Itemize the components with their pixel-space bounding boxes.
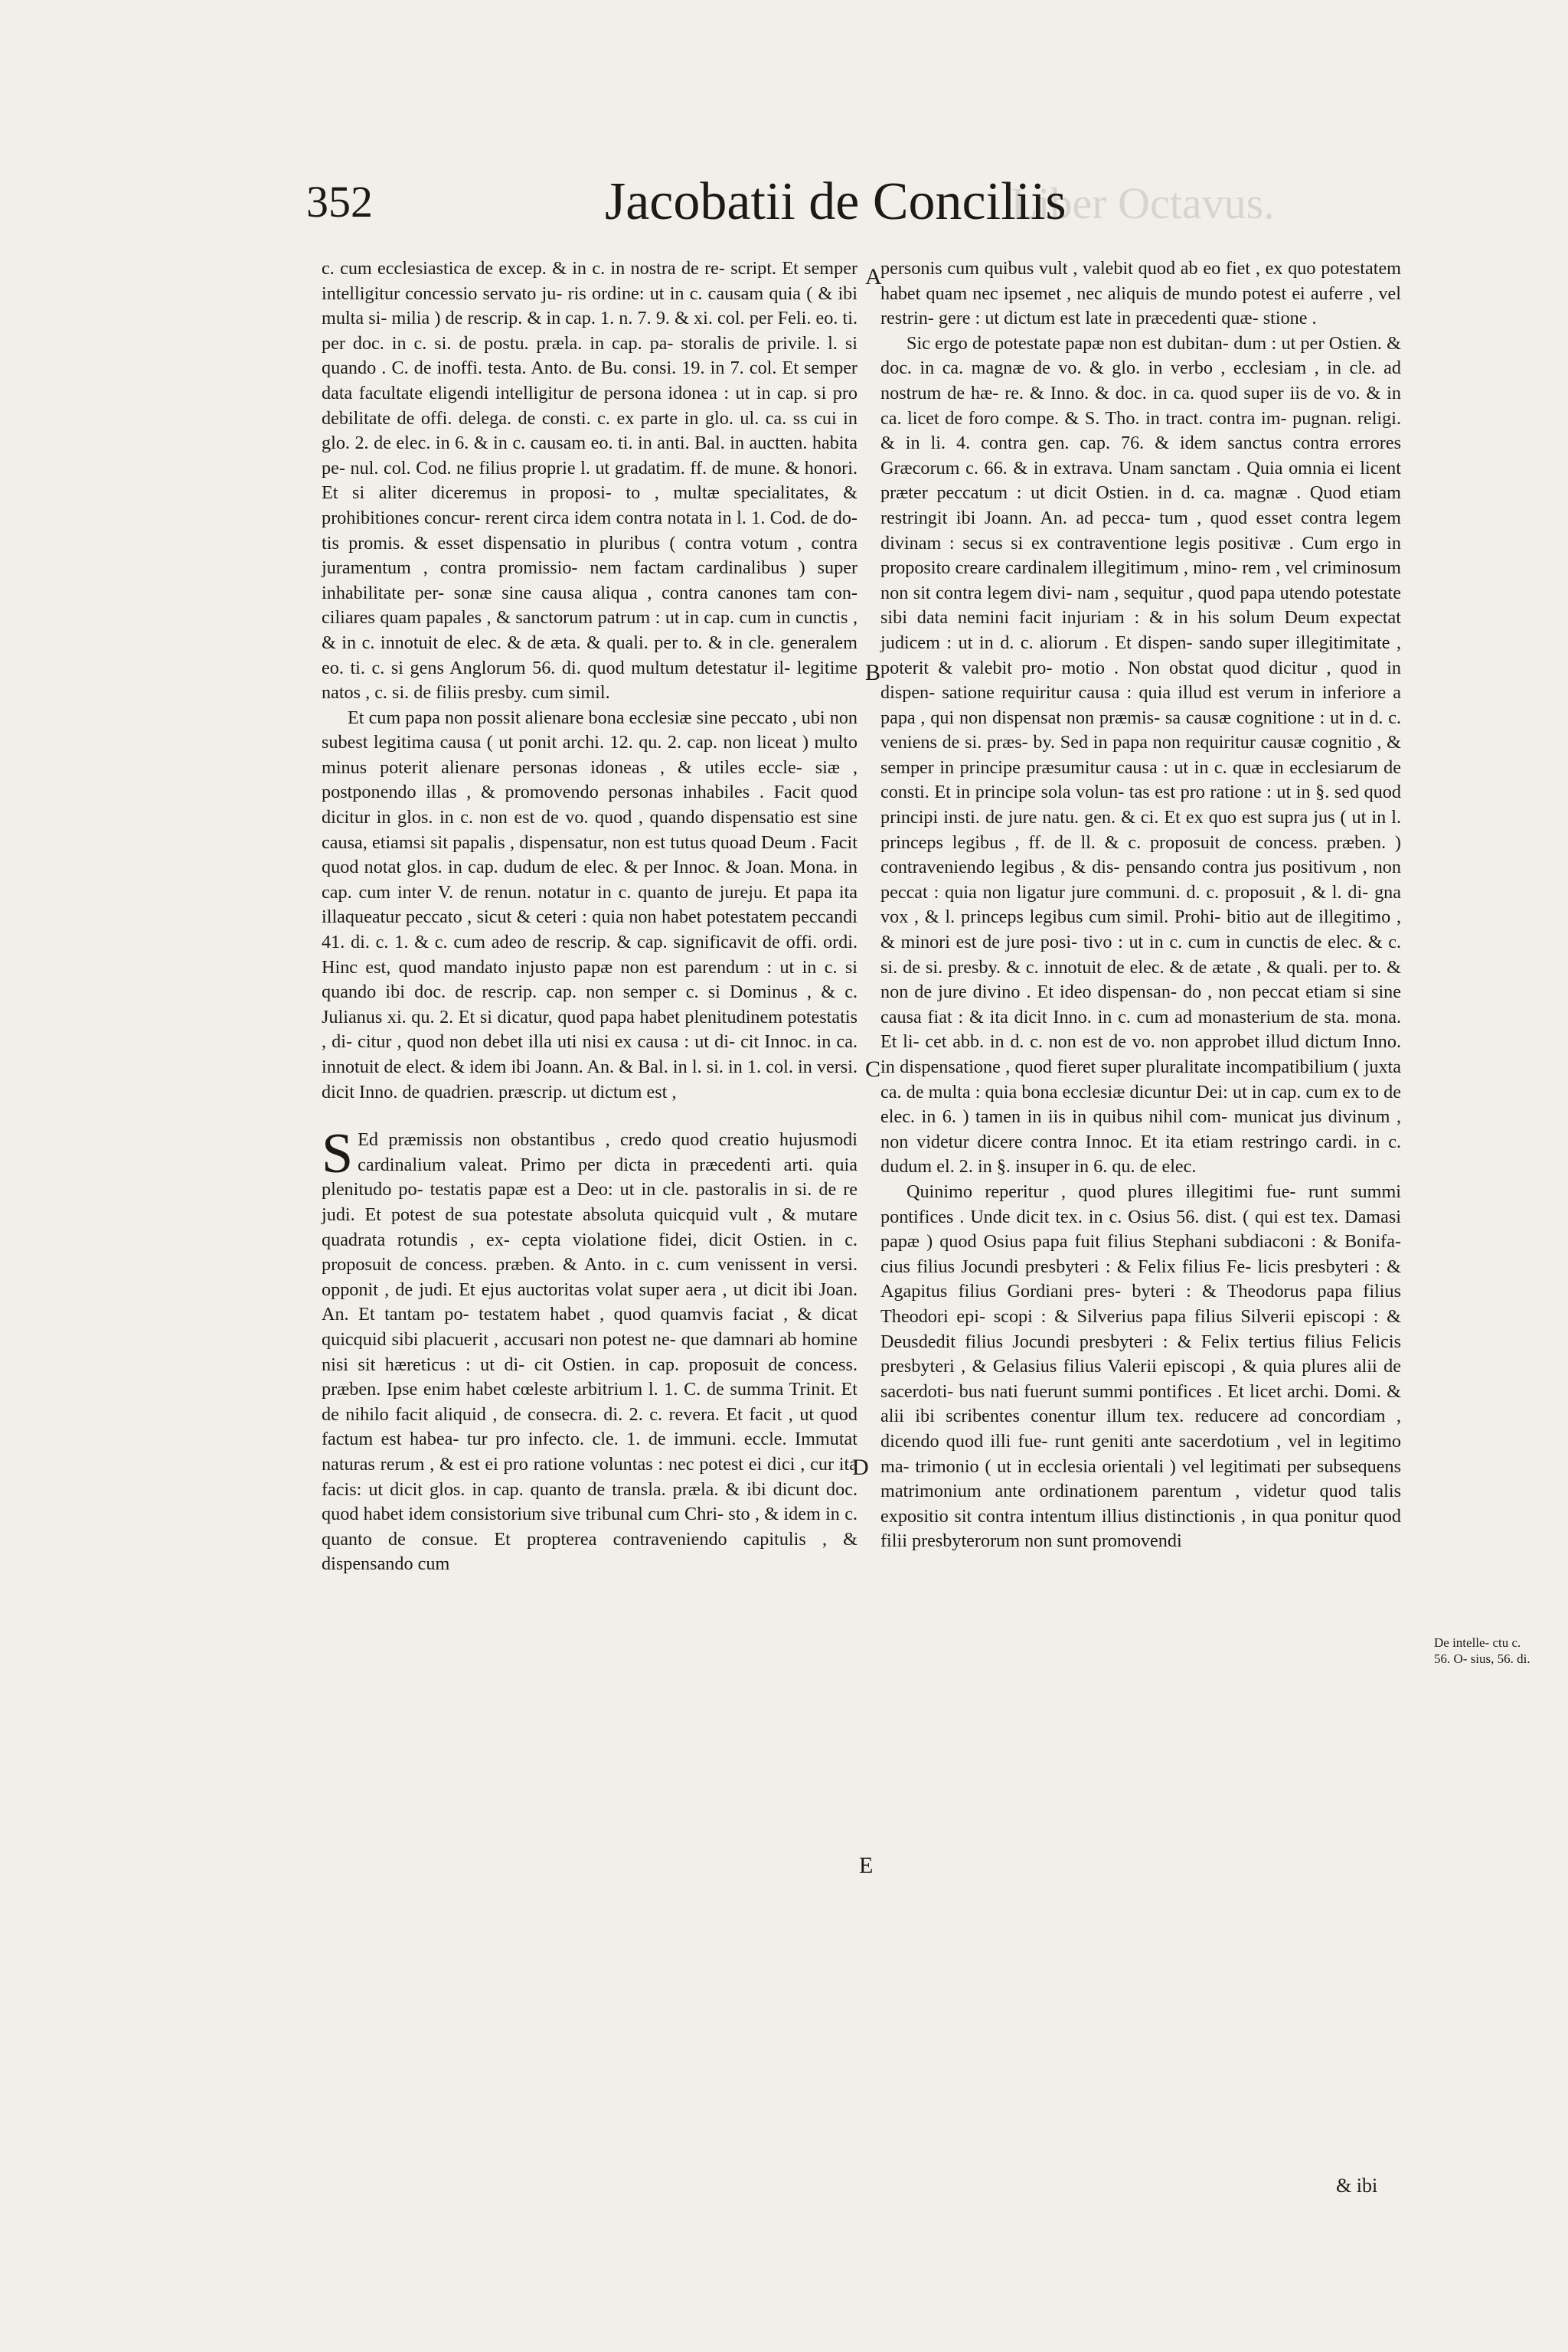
section-gap: [322, 1105, 858, 1128]
page-header: [306, 172, 1302, 245]
gutter-letter-e: E: [859, 1853, 874, 1878]
gutter-letter-c: C: [865, 1057, 881, 1082]
catch-word: & ibi: [1336, 2174, 1378, 2197]
marginal-note: De intelle- ctu c. 56. O- sius, 56. di.: [1434, 1635, 1530, 1666]
page-number: 352: [306, 177, 373, 227]
gutter-letter-a: A: [865, 264, 882, 289]
left-paragraph-2: Et cum papa non possit alienare bona ecclesiæ sine peccato , ubi non subest legitima causa ( ut ponit archi. 12. qu. 2. cap. non liceat ) multo minus poterit alienare personas idoneas , & utiles eccle- siæ , postponendo illas , & promovendo personas inhabiles . Facit quod dicitur in glos. in c. non est de vo. quod , quando dispensatio est sine causa, etiamsi sit papalis , dispensatur, non est tutus quoad Deum . Facit quod notat glos. in cap. dudum de elec. & per Innoc. & Joan. Mona. in cap. cum inter V. de renun. notatur in c. quanto de jureju. Et papa ita illaqueatur peccato , sicut & ceteri : quia non habet potestatem peccandi 41. di. c. 1. & c. cum adeo de rescrip. & cap. significavit de offi. ordi. Hinc est, quod mandato injusto papæ non est parendum : ut in c. si quando ibi doc. de rescrip. cap. non semper c. si Dominus , & c. Julianus xi. qu. 2. Et si dicatur, quod papa habet plenitudinem potestatis , di- citur , quod non debet illa uti nisi ex causa : ut di- cit Innoc. in ca. innotuit de elect. & idem ibi Joann. An. & Bal. in l. si. in 1. col. in versi. dicit Inno. de quadrien. præscrip. ut dictum est ,: [322, 707, 858, 1102]
right-paragraph-2: Sic ergo de potestate papæ non est dubitan- dum : ut per Ostien. & doc. in ca. magnæ de vo. & glo. in verbo , ecclesiam , in cle. ad nostrum de hæ- re. & Inno. & doc. in ca. quod super iis de vo. & in ca. licet de foro compe. & S. Tho. in tract. contra im- pugnan. religi. & in li. 4. contra gen. cap. 76. & idem sanctus contra errores Græcorum c. 66. & in extrava. Unam sanctam . Quia omnia ei licent præter peccatum : ut dicit Ostien. in d. ca. magnæ . Quod etiam restringit ibi Joann. An. ad pecca- tum , quod esset contra legem divinam : secus si ex contraventione legis positivæ . Cum ergo in proposito creare cardinalem illegitimum , mino- rem , vel criminosum non sit contra legem divi- nam , sequitur , quod papa utendo potestate sibi data nemini facit injuriam : & in his solum Deum expectat judicem : ut in d. c. aliorum . Et dispen- sando super illegitimitate , poterit & valebit pro- motio . Non obstat quod dicitur , quod in dispen- satione requiritur causa : quia illud est verum in inferiore a papa , qui non dispensat non præmis- sa causæ cognitione : ut in d. c. veniens de si. præs- by. Sed in papa non requiritur causæ cognitio , & semper in principe præsumitur causa : ut in c. quæ in ecclesiarum de consti. Et in principe sola volun- tas est pro ratione : ut in §. sed quod principi insti. de jure natu. gen. & ci. Et ex quo est supra jus ( ut in l. princeps legibus , ff. de ll. & c. proposuit de concess. præben. ) contraveniendo legibus , & dis- pensando contra jus positivum , non peccat : quia non ligatur jure communi. d. c. proposuit , & l. di- gna vox , & l. princeps legibus cum simil. Prohi- bitio aut de illegitimo , & minori est de jure posi- tivo : ut in c. cum in cunctis de elec. & c. si. de si. presby. & c. innotuit de elec. & de ætate , & quali. per to. & non de jure divino . Et ideo dispensan- do , non peccat etiam si sine causa fiat : & ita dicit Inno. in c. cum ad monasterium de sta. mona. Et li- cet abb. in d. c. non est de vo. non approbet illud dictum Inno. in dispensatione , quod fieret super pluralitate incompatibilium ( juxta ca. de multa : quia bona ecclesiæ dicuntur Dei: ut in cap. cum ex to de elec. in 6. ) tamen in iis in quibus nihil com- municat jus divinum , non videtur dicere contra Innoc. Et ita etiam restringo cardi. in c. dudum el. 2. in §. insuper in 6. qu. de elec.: [880, 332, 1401, 1178]
right-column: [880, 256, 1401, 1554]
gutter-letter-b: B: [865, 660, 881, 685]
left-paragraph-3-text: Ed præmissis non obstantibus , credo quod creatio hujusmodi cardinalium valeat. Primo per dicta in præcedenti arti. quia plenitudo po- testatis papæ est a Deo: ut in cle. pastoralis in si. de re judi. Et potest de sua potestate absoluta quicquid vult , & mutare quadrata rotundis , ex- cepta violatione fidei, dicit Ostien. in c. proposuit de concess. præben. & Anto. in c. cum venissent in versi. opponit , de judi. Et ejus auctoritas volat super aera , ut dicit ibi Joan. An. Et tantam po- testatem habet , quod quamvis faciat , & dicat quicquid sibi placuerit , accusari non potest ne- que damnari ab homine nisi sit hæreticus : ut di- cit Ostien. in cap. proposuit de concess. præben. Ipse enim habet cœleste arbitrium l. 1. C. de summa Trinit. Et de nihilo facit aliquid , de consecra. di. 2. c. revera. Et facit , ut quod factum est habea- tur pro infecto. cle. 1. de immuni. eccle. Immutat naturas rerum , & est ei pro ratione voluntas : nec potest ei dici , cur ita facis: ut dicit glos. in cap. quanto de transla. præla. & ibi dicunt doc. quod habet idem consistorium sive tribunal cum Chri- sto , & idem in c. quanto de consue. Et propterea contraveniendo capitulis , & dispensando cum: [322, 1129, 858, 1575]
left-column: [322, 256, 858, 1577]
drop-cap-initial: S: [322, 1122, 354, 1186]
left-paragraph-3: [322, 1122, 858, 1577]
right-paragraph-1: personis cum quibus vult , valebit quod ab eo fiet , ex quo potestatem habet quam nec ipsemet , nec aliquis de mundo potest ei auferre , vel restrin- gere : ut dictum est late in præcedenti quæ- stione .: [880, 258, 1401, 329]
running-title: Jacobatii de Conciliis: [605, 172, 1067, 231]
gutter-letter-d: D: [852, 1455, 869, 1480]
bleed-through-title: Liber Octavus.: [1011, 178, 1275, 228]
left-paragraph-1: c. cum ecclesiastica de excep. & in c. in nostra de re- script. Et semper intelligitur concessio servato ju- ris ordine: ut in c. causam quia ( & ibi multa si- milia ) de rescrip. & in cap. 1. n. 7. 9. & xi. col. per Feli. eo. ti. per doc. in c. si. de postu. præla. in cap. pa- storalis de privile. l. si quando . C. de inoffi. testa. Anto. de Bu. consi. 19. in 7. col. Et semper data facultate eligendi intelligitur de persona idonea : ut in cap. si pro debilitate de offi. delega. de consti. c. ex parte in glo. ul. ca. ss cui in glo. 2. de elec. in 6. & in c. causam eo. ti. in anti. Bal. in auctten. habita pe- nul. col. Cod. ne filius proprie l. ut gradatim. ff. de mune. & honori. Et si aliter diceremus in proposi- to , multæ specialitates, & prohibitiones concur- rerent circa idem contra notata in l. 1. Cod. de do- tis promis. & esset dispensatio in pluribus ( contra votum , contra juramentum , contra promissio- nem factam cardinalibus ) super inhabilitate per- sonæ sine causa aliqua , contra canones tam con- ciliares quam papales , & sanctorum patrum : ut in cap. cum in cunctis , & in c. innotuit de elec. & de æta. & quali. per to. & in cle. generalem eo. ti. c. si gens Anglorum 56. di. quod multum detestatur il- legitime natos , c. si. de filiis presby. cum simil.: [322, 258, 858, 704]
right-paragraph-3: Quinimo reperitur , quod plures illegitimi fue- runt summi pontifices . Unde dicit tex. in c. Osius 56. dist. ( qui est tex. Damasi papæ ) quod Osius papa fuit filius Stephani subdiaconi : & Bonifa- cius filius Jocundi presbyteri : & Felix filius Fe- licis presbyteri : & Agapitus filius Gordiani pres- byteri : & Theodorus papa filius Theodori epi- scopi : & Silverius papa filius Silverii episcopi : & Deusdedit filius Jocundi presbyteri : & Felix tertius filius Felicis presbyteri , & Gelasius filius Valerii episcopi , & quia plures alii de sacerdoti- bus nati fuerunt summi pontifices . Et licet archi. Domi. & alii ibi scribentes conentur illum tex. reducere ad concordiam , dicendo quod illi fue- runt geniti ante sacerdotium , vel in legitimo ma- trimonio ( ut in ecclesia orientali ) vel legitimati per subsequens matrimonium ante ordinationem parentum , videtur quod talis expositio sit contra intentum illius distinctionis , in qua ponitur quod filii presbyterorum non sunt promovendi: [880, 1181, 1401, 1552]
